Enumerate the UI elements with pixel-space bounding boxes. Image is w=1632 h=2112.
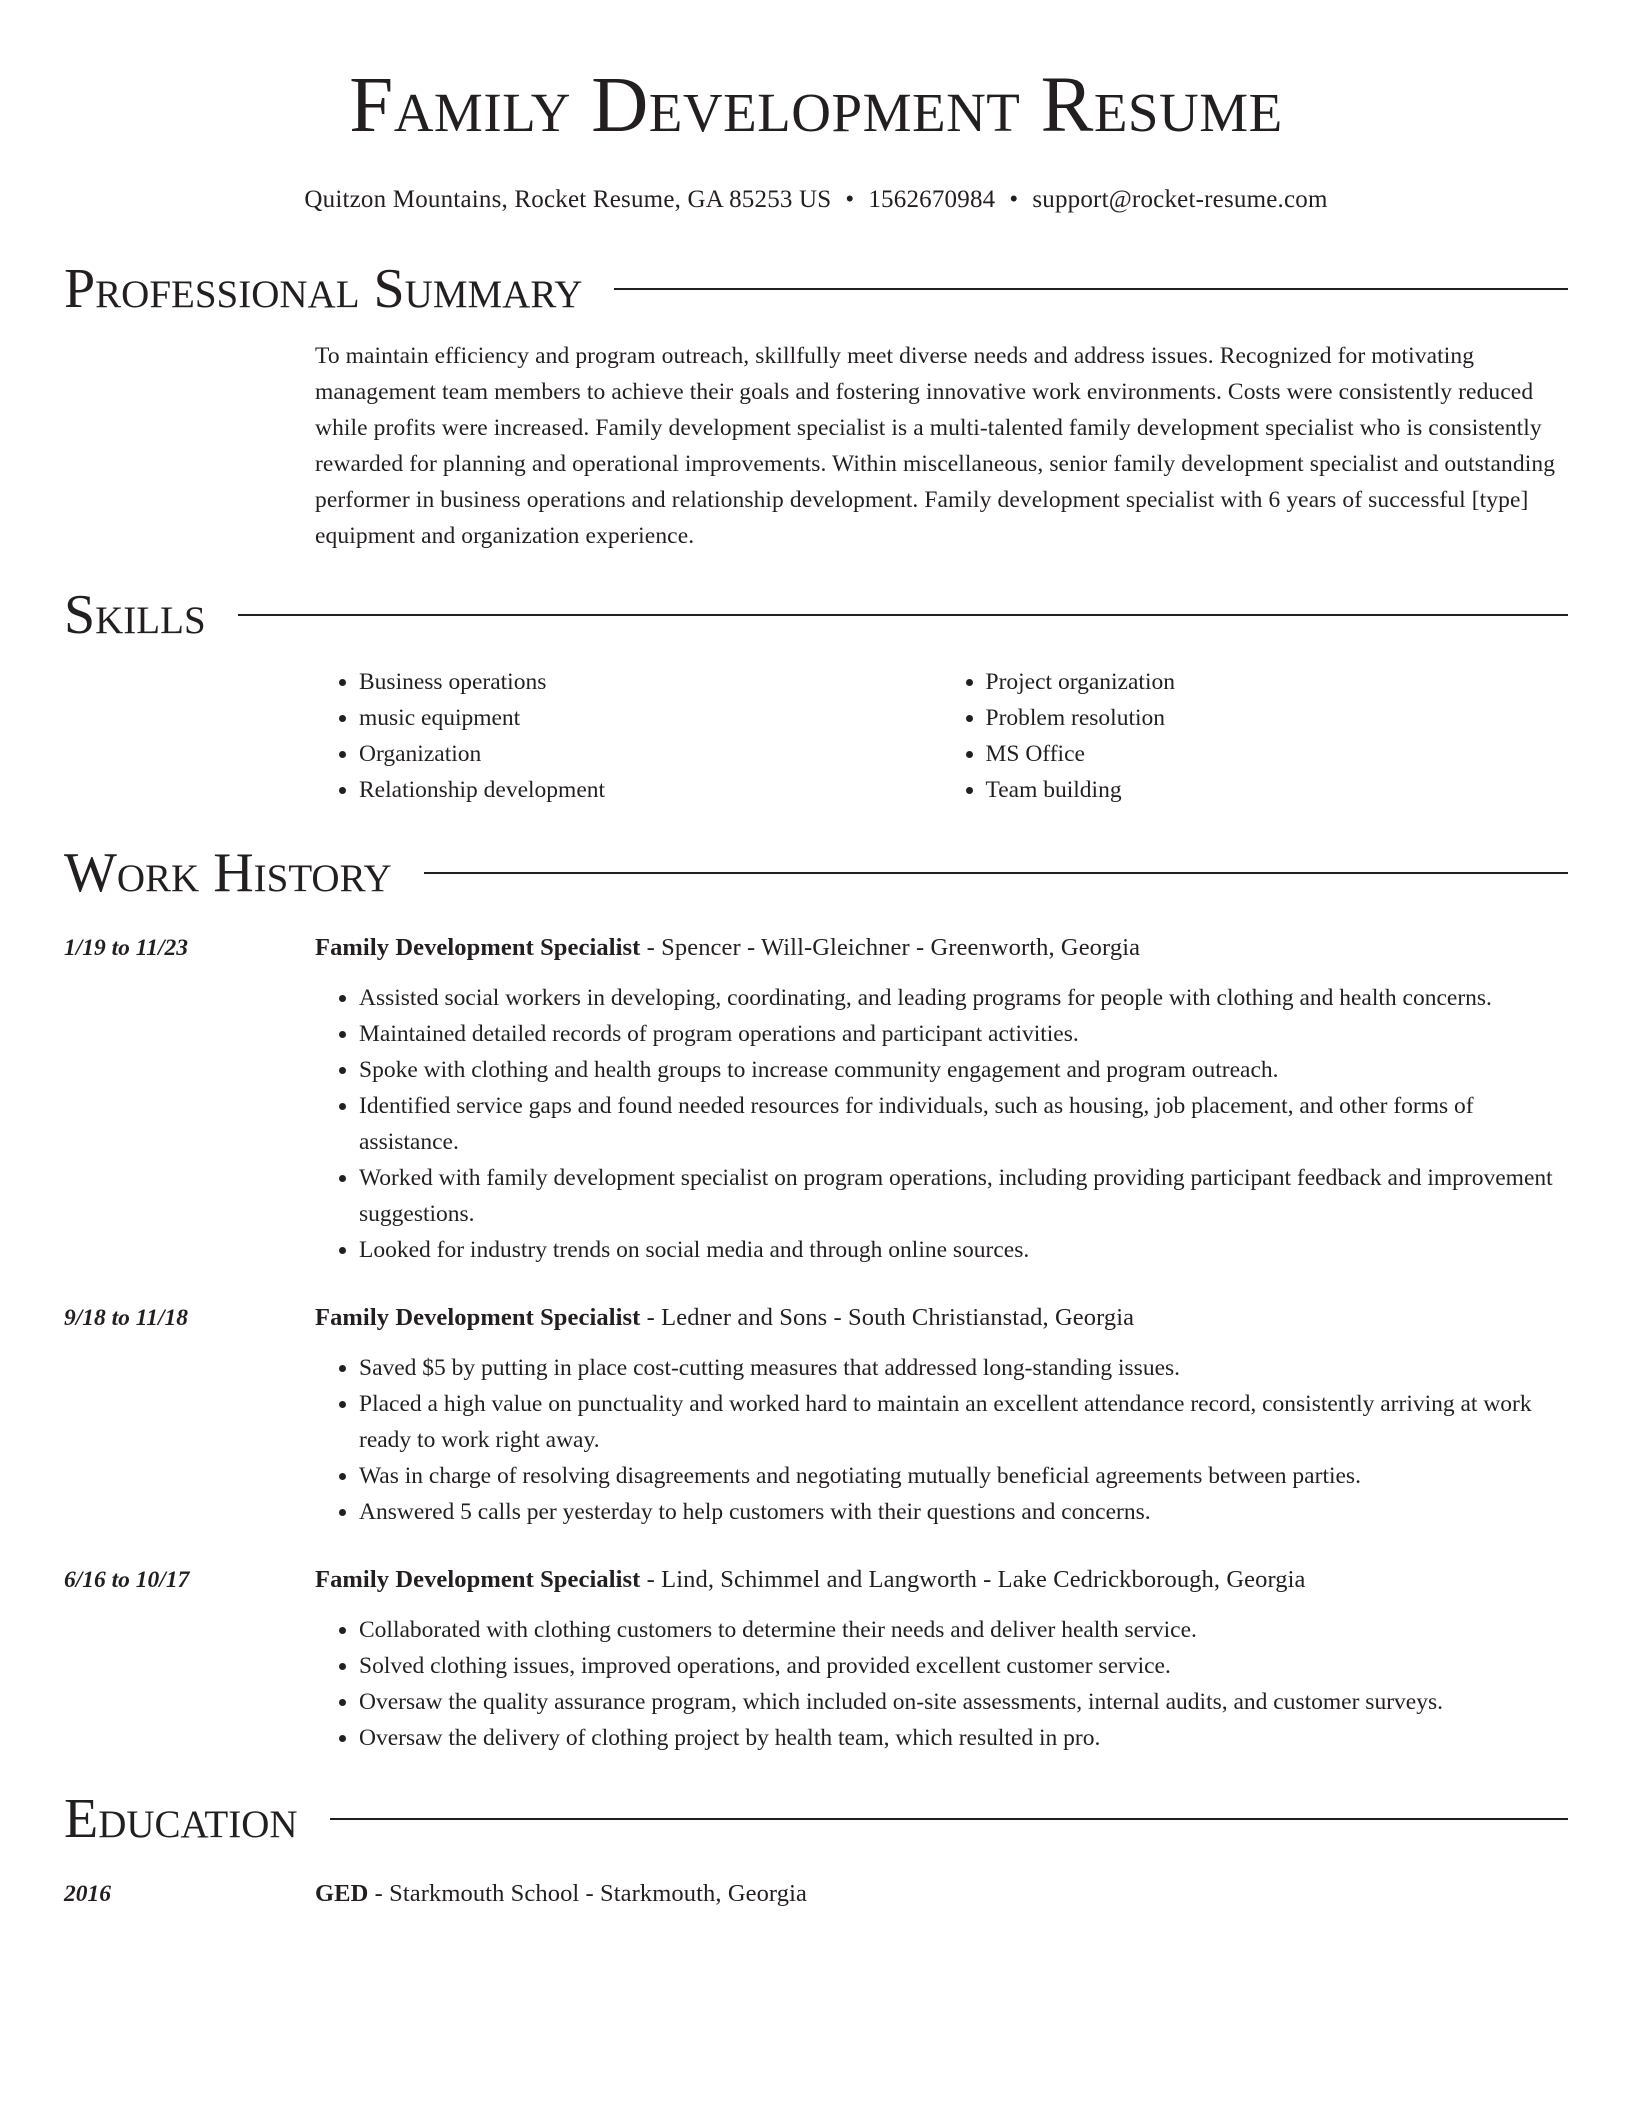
job-duties — [315, 1350, 1568, 1530]
work-history-section — [64, 838, 1568, 1756]
skill-item: • Project organization — [986, 664, 1569, 700]
job-body — [315, 1562, 1568, 1756]
section-divider — [330, 1818, 1568, 1820]
job-dates: 6/16 to 10/17 — [64, 1567, 190, 1593]
job-body — [315, 930, 1568, 1268]
job-duty: • Worked with family development specialist on program operations, including providing participant feedback and improvement suggestions. — [359, 1160, 1568, 1232]
contact-email: support@rocket-resume.com — [1032, 186, 1328, 213]
education-header — [315, 1876, 1568, 1912]
professional-summary-section — [64, 254, 1568, 554]
job-duty: • Spoke with clothing and health groups to increase community engagement and program outreach. — [359, 1052, 1568, 1088]
job-employer: - Spencer - Will-Gleichner - Greenworth, Georgia — [640, 934, 1141, 961]
job-header — [315, 1300, 1568, 1336]
job-duty: • Maintained detailed records of program operations and participant activities. — [359, 1016, 1568, 1052]
job-dates: 1/19 to 11/23 — [64, 935, 189, 961]
skills-list-right — [942, 664, 1569, 808]
job-employer: - Lind, Schimmel and Langworth - Lake Cedrickborough, Georgia — [640, 1566, 1306, 1593]
job-header — [315, 930, 1568, 966]
job-duty: • Placed a high value on punctuality and worked hard to maintain an excellent attendance record, consistently arriving at work ready to work right away. — [359, 1386, 1568, 1458]
job-duties — [315, 980, 1568, 1268]
job-duty: • Solved clothing issues, improved operations, and provided excellent customer service. — [359, 1648, 1568, 1684]
skill-item: • Organization — [359, 736, 942, 772]
skill-item: • Relationship development — [359, 772, 942, 808]
contact-address: Quitzon Mountains, Rocket Resume, GA 85253 US — [304, 186, 832, 213]
job-body — [315, 1300, 1568, 1530]
job-employer: - Ledner and Sons - South Christianstad, Georgia — [640, 1304, 1135, 1331]
skill-item: • music equipment — [359, 700, 942, 736]
section-divider — [238, 614, 1568, 616]
contact-separator: • — [845, 186, 855, 213]
education-degree: GED — [315, 1880, 369, 1907]
education-year: 2016 — [64, 1881, 111, 1907]
section-header — [64, 580, 1568, 650]
job-duty: • Oversaw the delivery of clothing project by health team, which resulted in pro. — [359, 1720, 1568, 1756]
contact-phone: 1562670984 — [868, 186, 996, 213]
skills-heading: Skills — [64, 584, 206, 646]
skill-item: • MS Office — [986, 736, 1569, 772]
section-header — [64, 1784, 1568, 1854]
job-entry — [64, 1300, 1568, 1530]
skills-section — [64, 580, 1568, 808]
skill-item: • Problem resolution — [986, 700, 1569, 736]
job-title: Family Development Specialist — [315, 1304, 641, 1331]
section-header — [64, 838, 1568, 908]
section-divider — [614, 288, 1568, 290]
job-duty: • Collaborated with clothing customers to determine their needs and deliver health service. — [359, 1612, 1568, 1648]
contact-info — [64, 184, 1568, 216]
job-duty: • Identified service gaps and found needed resources for individuals, such as housing, job placement, and other forms of assistance. — [359, 1088, 1568, 1160]
skills-grid — [315, 664, 1568, 808]
section-header — [64, 254, 1568, 324]
summary-text: To maintain efficiency and program outreach, skillfully meet diverse needs and address issues. Recognized for motivating management team members to achieve their goals and fostering innovative work environments. Costs were consistently reduced while profits were increased. Family development specialist is a multi-talented family development specialist who is consistently rewarded for planning and operational improvements. Within miscellaneous, senior family development specialist and outstanding performer in business operations and relationship development. Family development specialist with 6 years of successful [type] equipment and organization experience. — [315, 343, 1556, 549]
contact-separator: • — [1009, 186, 1019, 213]
page-title: Family Development Resume — [349, 62, 1283, 149]
job-title: Family Development Specialist — [315, 934, 641, 961]
education-school: - Starkmouth School - Starkmouth, Georgia — [368, 1880, 807, 1907]
education-section — [64, 1784, 1568, 1912]
job-header — [315, 1562, 1568, 1598]
skill-item: • Team building — [986, 772, 1569, 808]
education-body — [315, 1876, 1568, 1912]
section-divider — [424, 872, 1568, 874]
skill-item: • Business operations — [359, 664, 942, 700]
job-duty: • Saved $5 by putting in place cost-cutting measures that addressed long-standing issues. — [359, 1350, 1568, 1386]
job-entry — [64, 930, 1568, 1268]
job-duty: • Answered 5 calls per yesterday to help customers with their questions and concerns. — [359, 1494, 1568, 1530]
job-duty: • Was in charge of resolving disagreements and negotiating mutually beneficial agreements between parties. — [359, 1458, 1568, 1494]
education-entry — [64, 1876, 1568, 1912]
job-title: Family Development Specialist — [315, 1566, 641, 1593]
job-dates: 9/18 to 11/18 — [64, 1305, 189, 1331]
education-heading: Education — [64, 1788, 298, 1850]
job-duty: • Oversaw the quality assurance program, which included on-site assessments, internal audits, and customer surveys. — [359, 1684, 1568, 1720]
job-duty: • Assisted social workers in developing, coordinating, and leading programs for people with clothing and health concerns. — [359, 980, 1568, 1016]
summary-heading: Professional Summary — [64, 258, 583, 320]
job-entry — [64, 1562, 1568, 1756]
skills-list-left — [315, 664, 942, 808]
job-duty: • Looked for industry trends on social media and through online sources. — [359, 1232, 1568, 1268]
work-history-heading: Work History — [64, 842, 392, 904]
job-duties — [315, 1612, 1568, 1756]
